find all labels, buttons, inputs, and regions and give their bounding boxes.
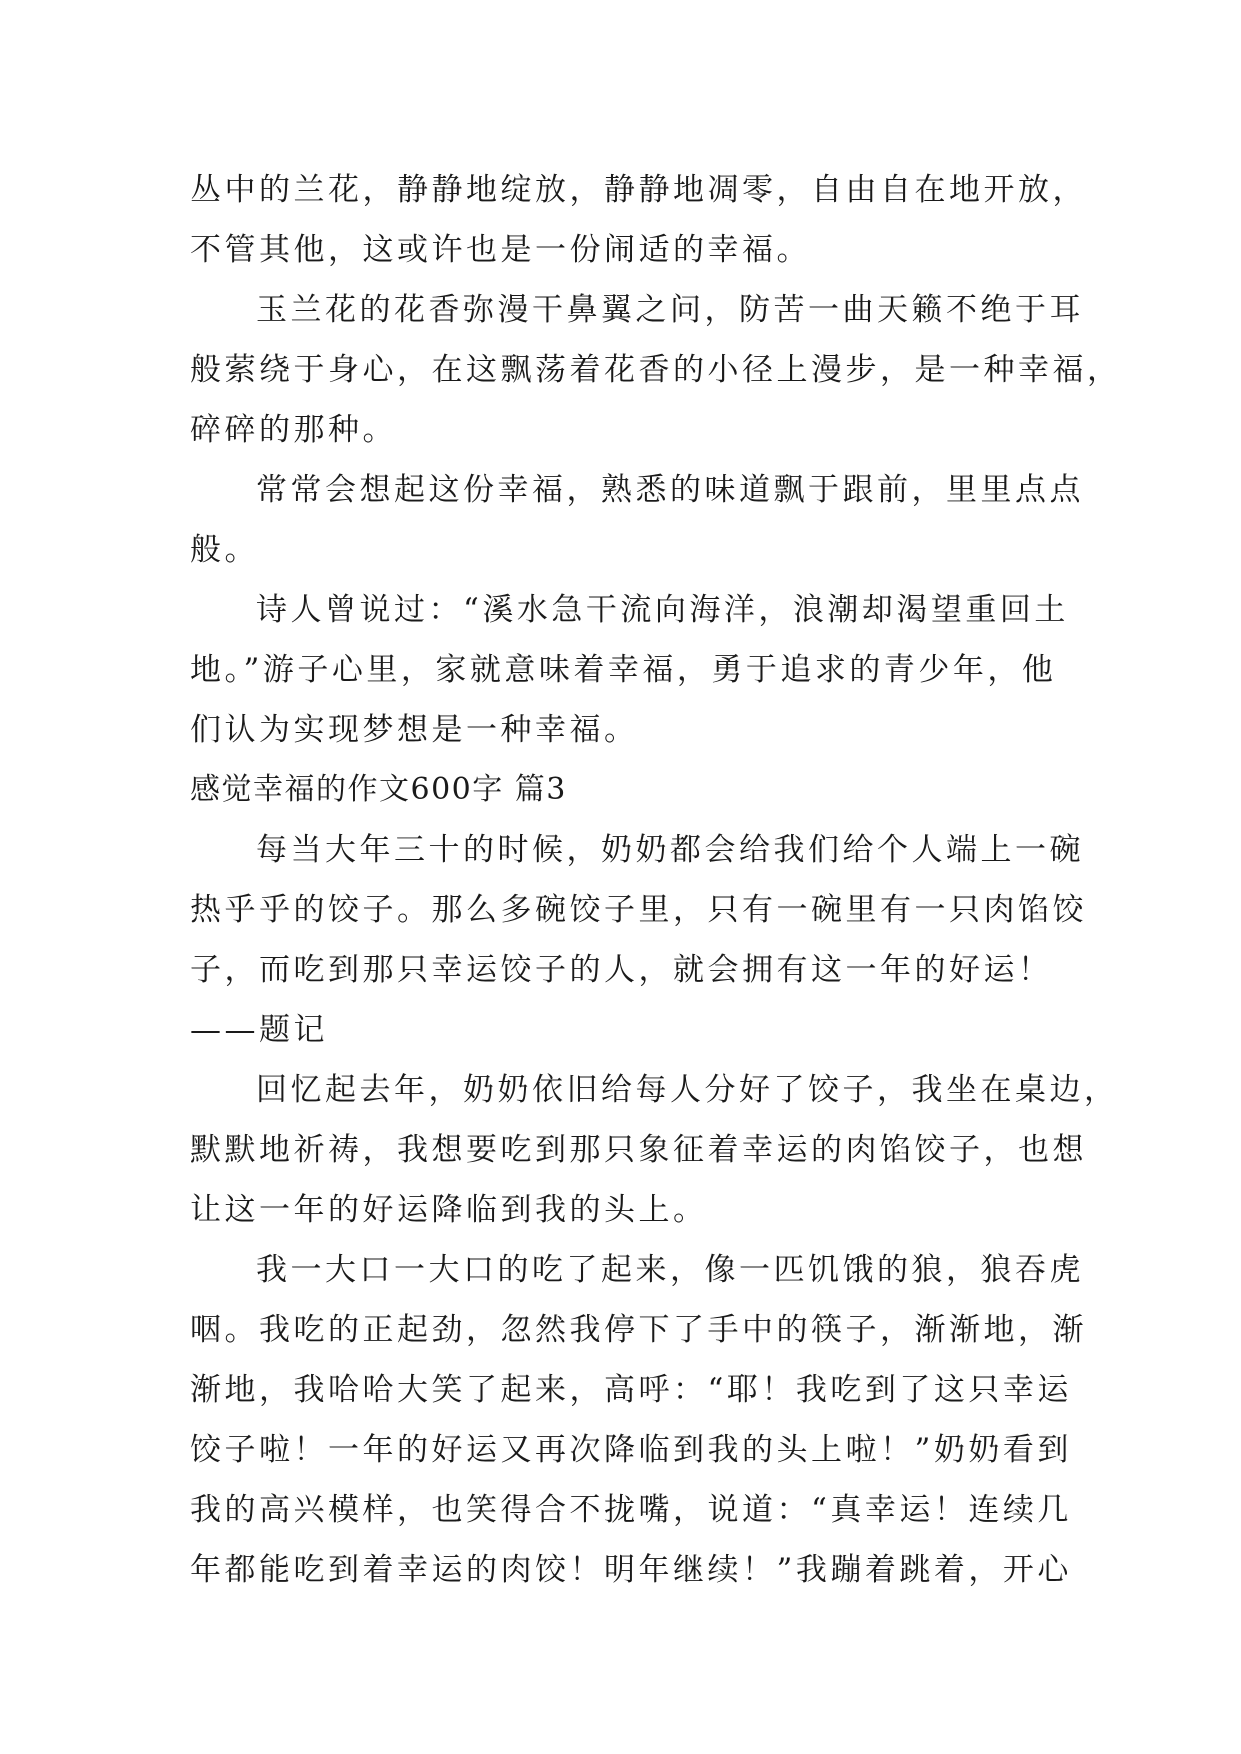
text-line: 不管其他，这或许也是一份闹适的幸福。 bbox=[190, 232, 811, 268]
text-line: 热乎乎的饺子。那么多碗饺子里，只有一碗里有一只肉馅饺 bbox=[190, 892, 1087, 928]
text-line: 诗人曾说过：“溪水急干流向海洋，浪潮却渴望重回土 bbox=[256, 592, 1069, 628]
text-line: 丛中的兰花，静静地绽放，静静地凋零，自由自在地开放， bbox=[190, 172, 1087, 208]
text-line: 回忆起去年，奶奶依旧给每人分好了饺子，我坐在桌边， bbox=[256, 1072, 1119, 1108]
section-heading: 感觉幸福的作文600字 篇3 bbox=[190, 772, 567, 807]
text-line: 饺子啦！一年的好运又再次降临到我的头上啦！”奶奶看到 bbox=[190, 1432, 1072, 1468]
text-line: 渐地，我哈哈大笑了起来，高呼：“耶！我吃到了这只幸运 bbox=[190, 1372, 1072, 1408]
text-line: 子，而吃到那只幸运饺子的人，就会拥有这一年的好运！ bbox=[190, 952, 1053, 988]
text-line: 让这一年的好运降临到我的头上。 bbox=[190, 1192, 708, 1228]
text-line: 碎碎的那种。 bbox=[190, 412, 397, 448]
text-line: 咽。我吃的正起劲，忽然我停下了手中的筷子，渐渐地，渐 bbox=[190, 1312, 1087, 1348]
text-line: 常常会想起这份幸福，熟悉的味道飘于跟前，里里点点 bbox=[256, 472, 1084, 508]
document-body bbox=[190, 160, 1122, 1600]
text-line: ——题记 bbox=[190, 1012, 328, 1048]
text-line: 般萦绕于身心，在这飘荡着花香的小径上漫步，是一种幸福， bbox=[190, 352, 1122, 388]
text-line: 我一大口一大口的吃了起来，像一匹饥饿的狼，狼吞虎 bbox=[256, 1252, 1084, 1288]
text-line: 玉兰花的花香弥漫干鼻翼之问，防苦一曲天籁不绝于耳 bbox=[256, 292, 1084, 328]
text-line: 我的高兴模样，也笑得合不拢嘴，说道：“真幸运！连续几 bbox=[190, 1492, 1072, 1528]
text-line: 每当大年三十的时候，奶奶都会给我们给个人端上一碗 bbox=[256, 832, 1084, 868]
text-line: 们认为实现梦想是一种幸福。 bbox=[190, 712, 639, 748]
text-line: 默默地祈祷，我想要吃到那只象征着幸运的肉馅饺子，也想 bbox=[190, 1132, 1087, 1168]
text-line: 年都能吃到着幸运的肉饺！明年继续！”我蹦着跳着，开心 bbox=[190, 1552, 1072, 1588]
text-line: 地。”游子心里，家就意味着幸福，勇于追求的青少年，他 bbox=[190, 652, 1057, 688]
text-line: 般。 bbox=[190, 532, 259, 568]
